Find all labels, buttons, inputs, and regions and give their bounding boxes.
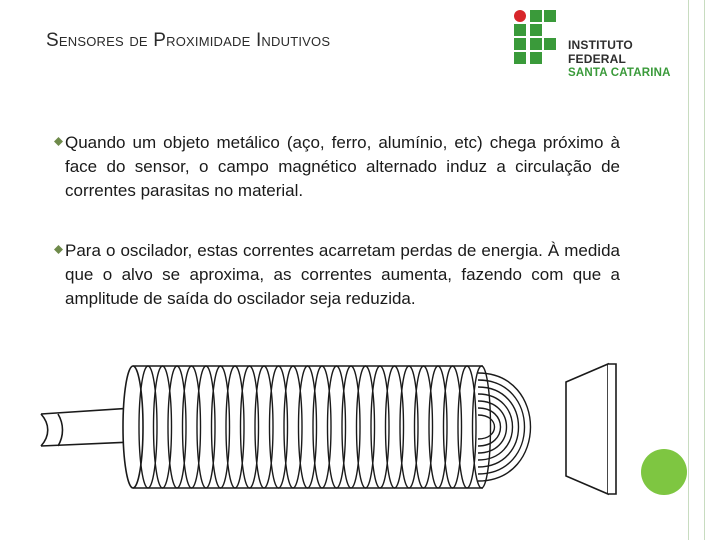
coil-turn — [299, 366, 317, 488]
coil-turn — [212, 366, 230, 488]
accent-circle — [641, 449, 687, 495]
coil-turn — [270, 366, 288, 488]
magnetic-field-line — [478, 415, 495, 439]
logo-line-2: SANTA CATARINA — [568, 67, 671, 79]
coil-turn — [284, 366, 302, 488]
diamond-bullet-icon — [54, 245, 63, 254]
coil-turn — [473, 366, 491, 488]
coil-turn — [313, 366, 331, 488]
magnetic-field-line — [478, 373, 531, 481]
inductive-coil-illustration — [38, 354, 623, 500]
bullet-text-1: Quando um objeto metálico (aço, ferro, alumínio, etc) chega próximo à face do sensor, o campo magnético alternado induz a circulação de correntes parasitas no material. — [65, 133, 620, 200]
coil-turn — [168, 366, 186, 488]
magnetic-field-line — [478, 394, 513, 460]
bullet-item-2 — [46, 239, 620, 311]
coil-turn — [241, 366, 259, 488]
coil-turn — [154, 366, 172, 488]
coil-turn — [400, 366, 418, 488]
bullet-item-1 — [46, 131, 620, 203]
coil-turn — [444, 366, 462, 488]
diamond-bullet-icon — [54, 137, 63, 146]
coil-turn — [429, 366, 447, 488]
frame-line-right — [704, 0, 705, 540]
coil-turn — [197, 366, 215, 488]
coil-turn — [226, 366, 244, 488]
logo-line-1: INSTITUTO FEDERAL — [568, 38, 633, 66]
magnetic-field-line — [478, 408, 501, 446]
logo-mark-icon — [510, 8, 560, 70]
coil-turn — [328, 366, 346, 488]
coil-turn — [371, 366, 389, 488]
coil-turn — [357, 366, 375, 488]
coil-turn — [386, 366, 404, 488]
coil-turn — [415, 366, 433, 488]
coil-turn — [342, 366, 360, 488]
frame-line-left — [688, 0, 689, 540]
institution-logo — [510, 8, 690, 79]
coil-turn — [458, 366, 476, 488]
slide-title: Sensores de Proximidade Indutivos — [46, 30, 331, 51]
coil-turn — [255, 366, 273, 488]
coil-turn — [183, 366, 201, 488]
bullet-text-2: Para o oscilador, estas correntes acarretam perdas de energia. À medida que o alvo se aproxima, as correntes aumenta, fazendo com que a amplitude de saída do oscilador seja reduzida. — [65, 241, 620, 308]
